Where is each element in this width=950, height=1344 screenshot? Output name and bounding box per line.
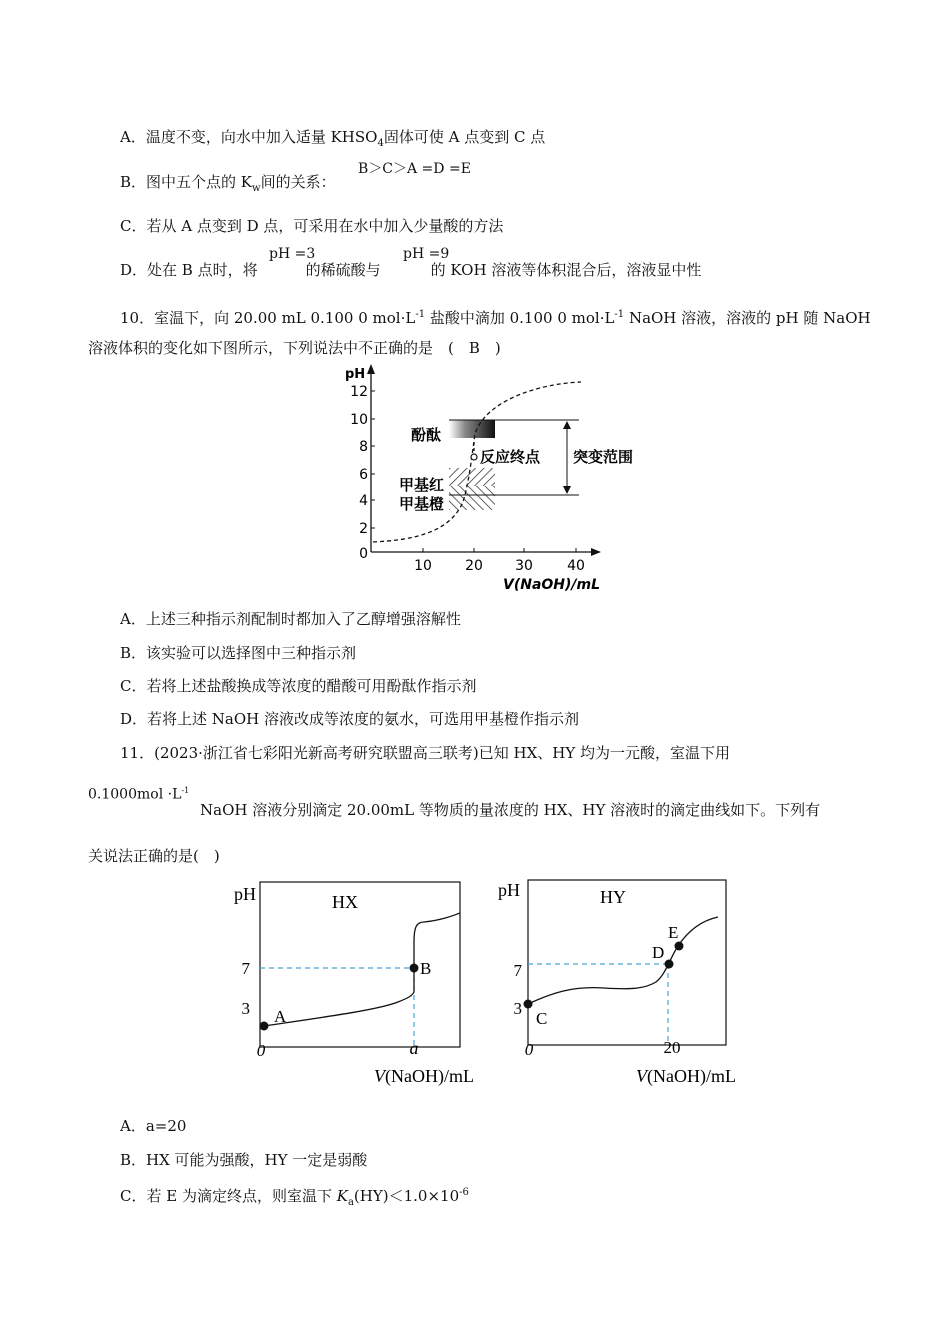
q11-hx-xlabel-v: V — [374, 1066, 385, 1086]
q10-stem-text-c: NaOH 溶液，溶液的 pH 随 NaOH — [624, 309, 871, 327]
q11-hy-xlabel-rest: (NaOH)/mL — [647, 1066, 736, 1086]
q9-option-a-text: A．温度不变，向水中加入适量 KHSO — [120, 128, 378, 146]
q10-ytick-4: 4 — [359, 493, 368, 509]
q10-methyl-orange-band — [449, 486, 495, 510]
q11-concentration — [88, 786, 189, 803]
q10-ytick-8: 8 — [359, 439, 368, 455]
q9-option-d-mid: 的稀硫酸与 — [305, 261, 381, 279]
q10-stem-text-a: 10．室温下，向 20.00 mL 0.100 0 mol·L — [120, 309, 416, 327]
q10-y-axis-arrow — [367, 364, 375, 374]
q11-hy-label-d: D — [652, 943, 665, 962]
q10-stem-sup2: -1 — [614, 309, 625, 320]
q10-xtick-40: 40 — [567, 558, 585, 574]
q10-option-b: B．该实验可以选择图中三种指示剂 — [120, 644, 357, 662]
q10-methyl-red-band — [449, 468, 495, 486]
q10-titration-curve — [373, 382, 581, 542]
q11-option-c-text: C．若 E 为滴定终点，则室温下 — [120, 1187, 337, 1205]
q11-concentration-sup: -1 — [181, 786, 190, 795]
q9-option-d-ph1: pH =3 — [269, 246, 316, 262]
q10-xtick-30: 30 — [515, 558, 533, 574]
q11-option-c-k: K — [336, 1187, 348, 1205]
q11-option-c-sup: -6 — [459, 1187, 469, 1198]
q11-concentration-text: 0.1000mol ·L — [88, 786, 182, 803]
q10-label-endpoint: 反应终点 — [480, 448, 541, 466]
q10-stem-line1 — [120, 305, 871, 328]
q11-hy-ytick-7: 7 — [513, 961, 522, 980]
q10-x-label: V(NaOH)/mL — [503, 577, 601, 593]
q11-stem-line2: NaOH 溶液分别滴定 20.00mL 等物质的量浓度的 HX、HY 溶液时的滴定曲线如下。下列有 — [200, 801, 821, 819]
q10-ytick-12: 12 — [350, 384, 368, 400]
q11-hx-ylabel: pH — [234, 884, 256, 904]
q11-hy-xtick-20: 20 — [663, 1038, 681, 1057]
q11-hx-point-a — [260, 1022, 269, 1031]
q11-hy-label-e: E — [668, 923, 679, 942]
q9-option-d-text-end: 的 KOH 溶液等体积混合后，溶液显中性 — [430, 261, 702, 279]
q9-option-b-formula: B＞C＞A =D =E — [358, 161, 471, 177]
q11-hx-label-b: B — [420, 959, 432, 978]
q11-hy-label-c: C — [536, 1009, 548, 1028]
q9-option-b — [120, 172, 336, 199]
q11-stem-line3: 关说法正确的是( ) — [88, 847, 220, 865]
q10-stem-line2: 溶液体积的变化如下图所示，下列说法中不正确的是 ( B ) — [88, 339, 501, 357]
q9-option-a-text-end: 固体可使 A 点变到 C 点 — [383, 128, 546, 146]
q10-stem-sup1: -1 — [415, 309, 426, 320]
q10-label-phenolphthalein: 酚酞 — [411, 426, 442, 444]
q10-x-axis-arrow — [591, 548, 601, 556]
q11-hy-ytick-3: 3 — [513, 999, 522, 1018]
q9-option-b-text-end: 间的关系： — [260, 173, 336, 191]
q10-phenolphthalein-band — [449, 420, 495, 438]
q11-hx-chart — [228, 870, 498, 1092]
q10-ytick-10: 10 — [350, 412, 368, 428]
q10-ytick-0: 0 — [359, 546, 368, 562]
q11-option-c-text-end: (HY)＜1.0×10 — [353, 1187, 460, 1205]
q9-option-d — [120, 260, 701, 280]
q10-xtick-20: 20 — [465, 558, 483, 574]
q11-hx-title: HX — [332, 892, 358, 912]
q10-xtick-10: 10 — [414, 558, 432, 574]
q11-hx-xtick-0: 0 — [256, 1041, 266, 1060]
q11-hy-xtick-0: 0 — [524, 1040, 534, 1059]
q10-ytick-6: 6 — [359, 467, 368, 483]
q9-option-c: C．若从 A 点变到 D 点，可采用在水中加入少量酸的方法 — [120, 217, 504, 235]
q10-stem-text-b: 盐酸中滴加 0.100 0 mol·L — [425, 309, 615, 327]
q11-hx-xlabel-rest: (NaOH)/mL — [385, 1066, 474, 1086]
q10-label-methyl-orange: 甲基橙 — [399, 495, 445, 513]
q11-hy-point-d — [665, 960, 674, 969]
q11-hx-xlabel — [374, 1066, 474, 1087]
q9-option-d-text: D．处在 B 点时，将 — [120, 261, 258, 279]
q9-option-a — [120, 127, 545, 154]
q10-endpoint-marker — [471, 454, 477, 460]
q11-hy-point-e — [675, 942, 684, 951]
q9-option-a-sub: 4 — [377, 138, 384, 149]
q11-hx-ytick-7: 7 — [241, 959, 250, 978]
q11-hx-point-b — [410, 964, 419, 973]
q9-option-b-sub: w — [252, 183, 261, 194]
q10-ytick-2: 2 — [359, 521, 368, 537]
q11-hy-xlabel-v: V — [636, 1066, 647, 1086]
q9-option-b-text: B．图中五个点的 K — [120, 173, 252, 191]
q11-hy-point-c — [524, 1000, 533, 1009]
q10-option-d: D．若将上述 NaOH 溶液改成等浓度的氨水，可选用甲基橙作指示剂 — [120, 710, 580, 728]
q10-label-range: 突变范围 — [573, 448, 634, 466]
q11-hx-xtick-a: a — [409, 1038, 419, 1058]
q10-option-a: A．上述三种指示剂配制时都加入了乙醇增强溶解性 — [120, 610, 461, 628]
q11-hy-frame — [528, 880, 726, 1045]
q11-option-c-sub: a — [347, 1197, 354, 1208]
q11-hy-xlabel — [636, 1066, 736, 1087]
q11-hy-chart — [494, 870, 764, 1092]
q11-hx-ytick-3: 3 — [241, 999, 250, 1018]
q10-option-c: C．若将上述盐酸换成等浓度的醋酸可用酚酞作指示剂 — [120, 677, 477, 695]
q11-option-c — [120, 1183, 469, 1213]
q11-option-a: A．a=20 — [120, 1117, 187, 1135]
q9-option-d-ph2: pH =9 — [403, 246, 450, 262]
q11-hy-title: HY — [600, 887, 626, 907]
q11-option-b: B．HX 可能为强酸，HY 一定是弱酸 — [120, 1151, 368, 1169]
q11-hx-label-a: A — [274, 1007, 287, 1026]
q10-label-methyl-red: 甲基红 — [399, 476, 445, 494]
q10-y-label: pH — [345, 367, 366, 382]
q11-hy-ylabel: pH — [498, 880, 520, 900]
q10-titration-chart — [335, 362, 634, 594]
q11-stem-line1: 11．(2023·浙江省七彩阳光新高考研究联盟高三联考)已知 HX、HY 均为一元酸，室温下用 — [120, 744, 731, 762]
